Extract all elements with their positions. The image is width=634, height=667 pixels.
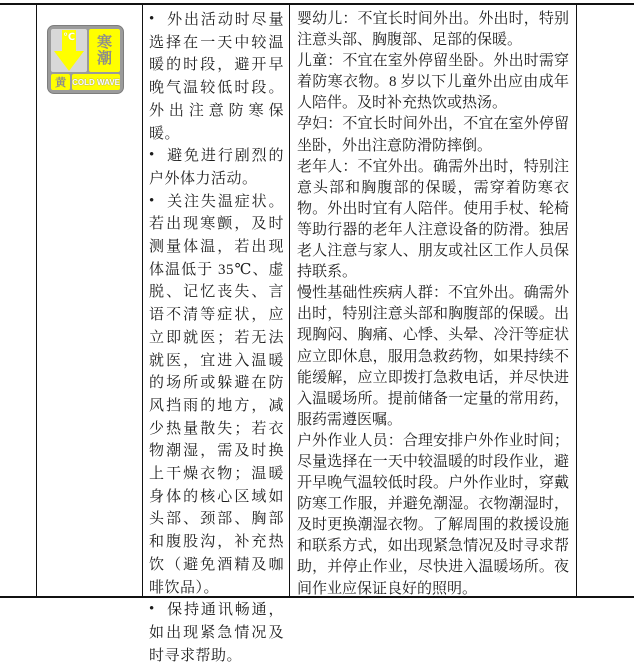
group-advice-text: 不宜在室外停留坐卧。外出时需穿着防寒衣物。8 岁以下儿童外出应由成年人陪伴。及时补充热饮或热汤。 <box>297 53 569 112</box>
hanzi-cold: 寒 <box>96 34 112 51</box>
thermometer-down-arrow-icon <box>51 29 87 72</box>
defense-guide-table <box>0 3 634 664</box>
group-advice-text: 不宜外出。确需外出时，特别注意头部和胸腹部的保暖。出现胸闷、胸痛、心悸、头晕、冷汗等症状应立即休息，服用急救药物，如果持续不能缓解，应立即拨打急救电话，并尽快进入温暖场所。提前储备一定量的常用药，服药需遵医嘱。 <box>297 285 569 428</box>
general-advice-text: 保持通讯畅通，如出现紧急情况及时寻求帮助。 <box>149 602 284 664</box>
general-advice-item <box>149 9 284 145</box>
group-label: 孕妇： <box>297 116 343 133</box>
group-label: 婴幼儿： <box>297 11 358 27</box>
bullet-icon: • <box>149 11 155 27</box>
group-advice-item <box>297 283 569 431</box>
table-left-margin-cell <box>0 5 37 596</box>
bullet-icon: • <box>149 601 155 618</box>
bullet-icon: • <box>149 147 155 164</box>
group-advice-item <box>297 157 569 284</box>
group-advice-text: 合理安排户外作业时间；尽量选择在一天中较温暖的时段作业，避开早晚气温较低时段。户外作业时，穿戴防寒工作服，并避免潮湿。衣物潮湿时，及时更换潮湿衣物。了解周围的救援设施和联系方式，如出现紧急情况及时寻求帮助，并停止作业，尽快进入温暖场所。夜间作业应保证良好的照明。 <box>297 432 569 597</box>
cold-wave-hanzi-label <box>89 29 120 72</box>
hanzi-wave: 潮 <box>96 50 112 67</box>
cold-wave-english-label: COLD WAVE <box>72 74 120 90</box>
general-advice-item <box>149 191 284 600</box>
general-advice-item <box>149 599 284 667</box>
group-advice-text: 不宜长时间外出，不宜在室外停留坐卧，外出注意防滑防摔倒。 <box>297 116 569 154</box>
group-label: 户外作业人员： <box>297 432 403 449</box>
group-advice-item <box>297 114 569 156</box>
celsius-symbol: ℃ <box>62 32 76 43</box>
general-advice-cell <box>143 5 290 664</box>
group-advice-text: 不宜长时间外出。外出时，特别注意头部、胸腹部、足部的保暖。 <box>297 11 569 49</box>
general-advice-text: 避免进行剧烈的户外体力活动。 <box>149 148 284 187</box>
group-advice-item <box>297 9 569 51</box>
group-advice-cell <box>290 5 577 596</box>
icon-top-row <box>51 29 120 72</box>
group-label: 老年人： <box>297 158 358 175</box>
warning-level-yellow-label: 黄 <box>51 74 70 90</box>
group-advice-item <box>297 431 569 600</box>
bullet-icon: • <box>149 192 155 209</box>
warning-icon-cell <box>37 5 143 596</box>
group-advice-item <box>297 51 569 114</box>
group-advice-text: 不宜外出。确需外出时，特别注意头部和胸腹部的保暖，需穿着防寒衣物。外出时宜有人陪伴。使用手杖、轮椅等助行器的老年人注意设备的防滑。独居老人注意与家人、朋友或社区工作人员保持联系。 <box>297 158 569 281</box>
group-label: 慢性基础性疾病人群： <box>297 285 449 302</box>
group-label: 儿童： <box>297 53 343 70</box>
table-right-margin-cell <box>577 5 634 596</box>
general-advice-item <box>149 145 284 190</box>
general-advice-text: 关注失温症状。若出现寒颤，及时测量体温，若出现体温低于 35℃、虚脱、记忆丧失、言语不清等症状，应立即就医；若无法就医，宜进入温暖的场所或躲避在防风挡雨的地方，减少热量散失；若衣物潮湿，需及时换上干燥衣物；温暖身体的核心区域如头部、颈部、胸部和腹股沟，补充热饮（避免酒精及咖啡饮品）。 <box>149 193 284 596</box>
icon-bottom-row <box>51 74 120 90</box>
cold-wave-yellow-warning-icon <box>47 25 124 94</box>
general-advice-text: 外出活动时尽量选择在一天中较温暖的时段，避开早晚气温较低时段。外出注意防寒保暖。 <box>149 12 284 142</box>
